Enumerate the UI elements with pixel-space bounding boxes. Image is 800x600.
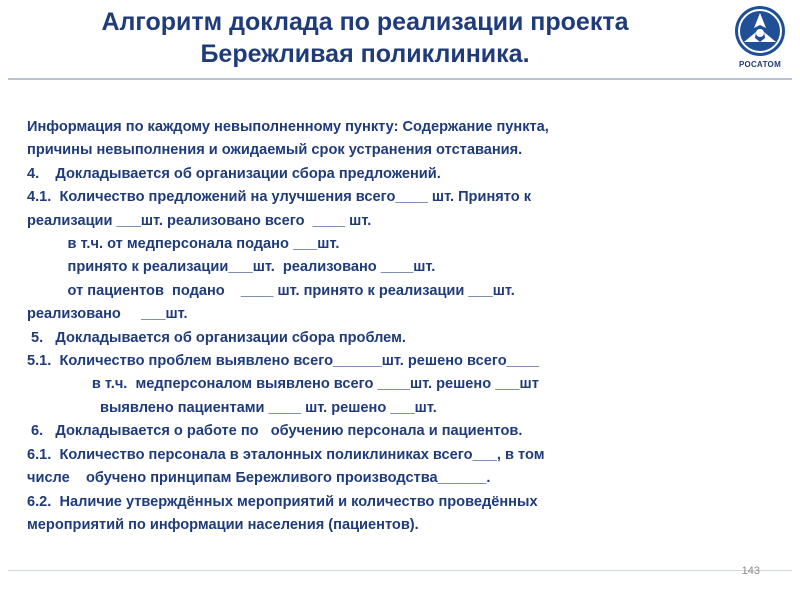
- body-line: 5.1. Количество проблем выявлено всего______шт. решено всего____: [27, 353, 540, 370]
- body-line: 6.1. Количество персонала в эталонных поликлиниках всего___, в том: [27, 446, 545, 463]
- body-line: в т.ч. от медперсонала подано ___шт.: [27, 236, 340, 253]
- slide-title-line-1: Алгоритм доклада по реализации проекта: [101, 8, 629, 36]
- body-line: выявлено пациентами ____ шт. решено ___шт.: [27, 399, 437, 416]
- slide-title-line-2: Бережливая поликлиника.: [200, 40, 530, 68]
- slide-title: [20, 6, 710, 70]
- report-body: [27, 116, 767, 537]
- footer-divider: [8, 570, 792, 571]
- body-line: 4. Докладывается об организации сбора предложений.: [27, 165, 441, 182]
- body-line: числе обучено принципам Бережливого производства______.: [27, 470, 491, 487]
- body-line: Информация по каждому невыполненному пункту: Содержание пункта,: [27, 119, 549, 135]
- body-line: реализовано ___шт.: [27, 306, 188, 323]
- body-line: в т.ч. медперсоналом выявлено всего ____шт. решено ___шт: [27, 376, 539, 393]
- body-line: 6. Докладывается о работе по обучению персонала и пациентов.: [27, 423, 523, 440]
- body-line: принято к реализации___шт. реализовано ____шт.: [27, 259, 436, 276]
- header-divider: [8, 78, 792, 80]
- rosatom-logo: [730, 4, 790, 72]
- body-line: мероприятий по информации населения (пациентов).: [27, 516, 419, 533]
- body-line: причины невыполнения и ожидаемый срок устранения отставания.: [27, 142, 523, 159]
- body-line: 5. Докладывается об организации сбора проблем.: [27, 329, 406, 346]
- body-line: 6.2. Наличие утверждённых мероприятий и количество проведённых: [27, 493, 538, 510]
- body-line: от пациентов подано ____ шт. принято к реализации ___шт.: [27, 282, 515, 299]
- body-line: 4.1. Количество предложений на улучшения всего____ шт. Принято к: [27, 189, 531, 206]
- logo-text: РОСАТОМ: [738, 60, 782, 69]
- body-line: реализации ___шт. реализовано всего ____ шт.: [27, 212, 372, 229]
- rosatom-atom-icon: [730, 4, 790, 60]
- page-number: 143: [741, 565, 760, 577]
